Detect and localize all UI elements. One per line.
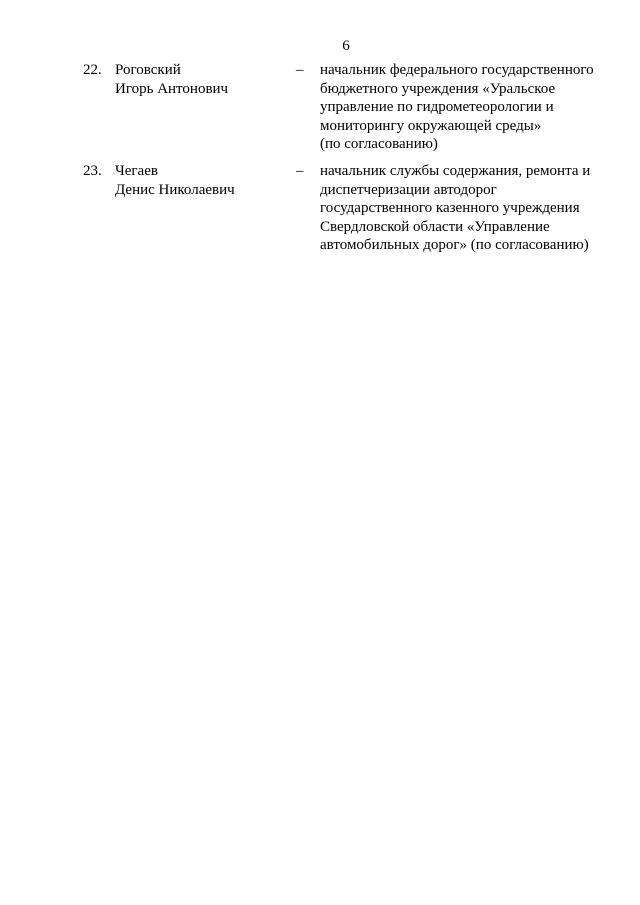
position-description xyxy=(320,162,620,255)
separator-dash: – xyxy=(296,62,304,78)
person-surname: Роговский xyxy=(115,62,181,78)
separator-dash: – xyxy=(296,163,304,179)
position-description xyxy=(320,61,620,154)
person-name xyxy=(115,162,285,199)
description-line: бюджетного учреждения «Уральское xyxy=(320,80,556,97)
description-line: начальник федерального государственного xyxy=(320,62,594,78)
person-surname: Чегаев xyxy=(115,163,158,179)
description-line: автомобильных дорог» (по согласованию) xyxy=(320,237,589,253)
person-given-names: Денис Николаевич xyxy=(115,181,235,198)
description-line: мониторингу окружающей среды» xyxy=(320,117,542,134)
description-line: (по согласованию) xyxy=(320,136,438,152)
description-line: начальник службы содержания, ремонта и xyxy=(320,163,591,179)
person-given-names: Игорь Антонович xyxy=(115,80,229,97)
description-line: управление по гидрометеорологии и xyxy=(320,99,554,115)
page-number: 6 xyxy=(342,38,350,54)
description-line: государственного казенного учреждения xyxy=(320,200,580,216)
entry-number: 22. xyxy=(83,62,102,78)
entry-number: 23. xyxy=(83,163,102,179)
description-line: диспетчеризации автодорог xyxy=(320,181,497,198)
description-line: Свердловской области «Управление xyxy=(320,218,550,235)
person-name xyxy=(115,61,285,98)
